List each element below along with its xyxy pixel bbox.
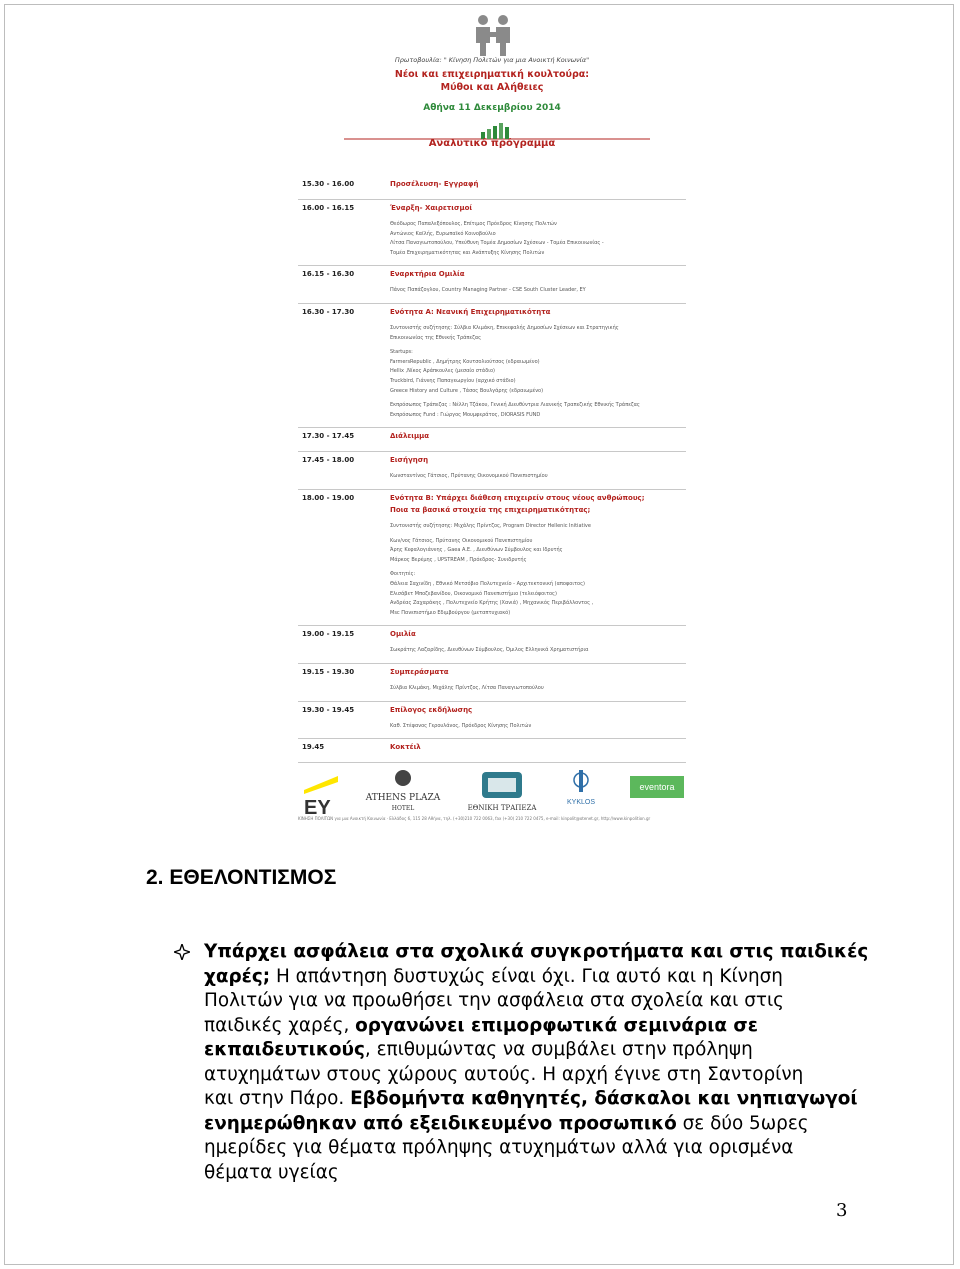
schedule-detail: Καθ. Στέφανος Γερουλάνος, Πρόεδρος Κίνησης Πολιτών — [390, 722, 532, 729]
schedule-title: Επίλογος εκδήλωσης — [390, 705, 473, 714]
schedule-separator — [298, 451, 686, 452]
schedule-detail: Hellix ,Νίκος Αράπκουλες (μεσαίο στάδιο) — [390, 368, 495, 375]
para-text: Υπάρχει ασφάλεια στα σχολικά συγκροτήματα και στις παιδικές — [204, 941, 869, 962]
schedule-time: 16.15 - 16.30 — [302, 270, 355, 279]
program-theme — [298, 68, 686, 94]
schedule-time: 19.30 - 19.45 — [302, 705, 355, 714]
schedule-separator — [298, 663, 686, 664]
schedule-title: Ενότητα Β: Υπάρχει διάθεση επιχειρείν στους νέους ανθρώπους; — [390, 494, 645, 502]
schedule-detail: Φοιτητές: — [390, 571, 416, 578]
schedule-time: 18.00 - 19.00 — [302, 494, 355, 502]
schedule-title: Έναρξη- Χαιρετισμοί — [390, 204, 473, 212]
schedule-detail: Συντονιστής συζήτησης: Μιχάλης Πρίντζος, Program Director Hellenic Initiative — [390, 523, 591, 529]
schedule-separator — [298, 489, 686, 490]
schedule-separator — [298, 762, 686, 763]
schedule-detail: Επικοινωνίας της Εθνικής Τράπεζας — [390, 334, 482, 341]
schedule-detail: Αντώνιος Καϊλής, Ευρωπαϊκό Κοινοβούλιο — [390, 230, 496, 237]
schedule-title: Κοκτέιλ — [390, 743, 421, 752]
schedule-title: Εναρκτήρια Ομιλία — [390, 270, 465, 279]
schedule-title-continued: Ποια τα βασικά στοιχεία της επιχειρηματικότητας; — [390, 506, 591, 514]
schedule-separator — [298, 427, 686, 428]
program-initiative: Πρωτοβουλία: " Κίνηση Πολιτών για μια Ανοικτή Κοινωνία" — [394, 56, 590, 64]
schedule-detail: Startups: — [390, 349, 413, 356]
para-text: Η απάντηση δυστυχώς είναι όχι. Για αυτό και η Κίνηση — [270, 965, 783, 987]
schedule-detail: Σωκράτης Λαζαρίδης, Διευθύνων Σύμβουλος, Όμιλος Ελληνικά Χρηματιστήρια — [390, 647, 589, 654]
schedule-detail: Κωνσταντίνος Γάτσιος, Πρύτανης Οικονομικού Πανεπιστημίου — [390, 473, 548, 480]
schedule-detail: Θεόδωρος Παπαλεξόπουλος, Επίτιμος Πρόεδρος Κίνησης Πολιτών — [390, 221, 557, 227]
para-text: σε δύο 5ωρες — [676, 1112, 809, 1134]
ey-logo-text: EY — [304, 797, 331, 818]
para-text: χαρές; — [204, 965, 271, 987]
para-text: Πολιτών για να προωθήσει την ασφάλεια στα σχολεία και στις — [204, 990, 784, 1011]
schedule-detail: Εκπρόσωπος Τράπεζας : Νέλλη Τζάκου, Γενική Διευθύντρια Λιανικής Τραπεζικής Εθνικής Τράπεζας — [390, 402, 640, 409]
schedule-time: 19.00 - 19.15 — [302, 630, 355, 639]
kyklos-logo-icon — [567, 770, 595, 806]
page-number: 3 — [836, 1200, 848, 1221]
para-text: οργανώνει επιμορφωτικά σεμινάρια σε — [355, 1014, 758, 1036]
schedule-separator — [298, 199, 686, 200]
schedule-detail: Msc Πανεπιστήμιο Εδιμβούργου (μεταπτυχιακό) — [390, 609, 511, 616]
schedule-detail: Λίτσα Παναγιωτοπούλου, Υπεύθυνη Τομέα Δημοσίων Σχέσεων - Τομέα Επικοινωνίας - — [390, 240, 604, 247]
schedule-detail: Κων/νος Γάτσιος, Πρύτανης Οικονομικού Πανεπιστημίου — [390, 537, 533, 544]
schedule-detail: Ανδρέας Ζαχαράκης , Πολυτεχνείο Κρήτης (Χανιά) , Μηχανικός Περιβάλλοντος , — [390, 600, 594, 607]
eventora-logo-icon — [630, 776, 684, 798]
kyklos-logo-text: KYKLOS — [566, 799, 596, 806]
ey-logo-icon — [304, 776, 338, 818]
schedule-title: Διάλειμμα — [390, 432, 430, 441]
schedule-separator — [298, 265, 686, 266]
program-title: Αναλυτικό πρόγραμμα — [428, 138, 556, 149]
program-image — [298, 8, 686, 834]
nbg-logo-icon — [468, 772, 538, 812]
schedule-separator — [298, 625, 686, 626]
diamond-bullet-icon — [174, 944, 190, 960]
para-text: ατυχημάτων στους χώρους αυτούς. Η αρχή έγινε στη Σαντορίνη — [204, 1063, 804, 1085]
schedule-detail: Πάνος Παπάζογλου, Country Managing Partner - CSE South Cluster Leader, EY — [390, 287, 586, 294]
schedule-separator — [298, 738, 686, 739]
schedule-title: Προσέλευση- Εγγραφή — [390, 180, 479, 188]
para-text: θέματα υγείας — [204, 1161, 339, 1183]
schedule-time: 17.30 - 17.45 — [302, 432, 355, 441]
schedule-title: Εισήγηση — [390, 456, 429, 465]
athens-plaza-text2: HOTEL — [391, 805, 415, 812]
program-date: Αθήνα 11 Δεκεμβρίου 2014 — [423, 103, 561, 113]
schedule-detail: Συντονιστής συζήτησης: Σύλβια Κλιμάκη, Επικεφαλής Δημοσίων Σχέσεων και Στρατηγικής — [390, 325, 619, 331]
program-theme-line2: Μύθοι και Αλήθειες — [440, 82, 544, 93]
para-text: , επιθυμώντας να συμβάλει στην πρόληψη — [364, 1039, 753, 1060]
para-text: και στην Πάρο. — [204, 1088, 351, 1109]
schedule-detail: Εκπρόσωπος Fund : Γιώργος Μουμφεράτος, DIORASIS FUND — [390, 411, 541, 418]
schedule-detail: Truckbird, Γιάννης Παπαγεωργίου (αρχικό στάδιο) — [390, 378, 516, 384]
schedule-time: 16.30 - 17.30 — [302, 308, 355, 316]
schedule-detail: Σύλβια Κλιμάκη, Μιχάλης Πρίντζος, Λίτσα Παναγιωτοπούλου — [390, 685, 544, 691]
schedule-detail: Μάρκος Βερέμης , UPSTREAM , Πρόεδρος- Συνιδρυτής — [390, 556, 527, 563]
sponsor-logos — [298, 768, 686, 818]
nbg-logo-text: ΕΘΝΙΚΗ ΤΡΑΠΕΖΑ — [467, 804, 537, 812]
athens-plaza-logo-icon — [365, 770, 441, 812]
schedule-detail: Άρης Κεφαλογιάννης , Gaea A.E. , Διευθύνων Σύμβουλος και Ιδρυτής — [390, 547, 563, 554]
para-text: παιδικές χαρές, — [204, 1014, 356, 1036]
schedule-time: 17.45 - 18.00 — [302, 456, 355, 465]
schedule-time: 16.00 - 16.15 — [302, 204, 355, 212]
eventora-logo-text: eventora — [639, 782, 675, 792]
para-text: Εβδομήντα καθηγητές, δάσκαλοι και νηπιαγωγοί — [350, 1088, 858, 1109]
schedule-separator — [298, 303, 686, 304]
schedule-time: 15.30 - 16.00 — [302, 180, 355, 188]
schedule-title: Ομιλία — [390, 630, 416, 639]
para-text: εκπαιδευτικούς — [204, 1039, 365, 1060]
schedule-detail: Greece History and Culture , Τάσος Βουλγάρης (εδραιωμένο) — [390, 387, 544, 394]
schedule-detail: Τομέα Επιχειρηματικότητας και Ανάπτυξης Κίνησης Πολιτών — [390, 249, 545, 256]
schedule-time: 19.15 - 19.30 — [302, 668, 355, 676]
schedule-detail: FarmersRepublic , Δημήτρης Κουτσολιούτσος (εδραιωμένο) — [390, 358, 540, 365]
schedule-title: Συμπεράσματα — [390, 668, 449, 676]
section-title: 2. ΕΘΕΛΟΝΤΙΣΜΟΣ — [146, 866, 337, 889]
kinisi-politon-logo-icon — [474, 14, 512, 56]
volunteering-paragraph — [204, 940, 869, 1185]
schedule-detail: Θάλεια Σαχινίδη , Εθνικό Μετσόβιο Πολυτεχνείο - Αρχιτεκτονική (αποφοιτος) — [390, 581, 585, 587]
schedule-title: Ενότητα Α: Νεανική Επιχειρηματικότητα — [390, 308, 551, 316]
para-text: ενημερώθηκαν από εξειδικευμένο προσωπικό — [204, 1112, 677, 1134]
schedule-detail: Ελισάβετ Μποζεβανίδου, Οικονομικό Πανεπιστήμιο (τελειόφοιτος) — [390, 590, 557, 597]
schedule-time: 19.45 — [302, 743, 325, 752]
athens-plaza-text1: ATHENS PLAZA — [365, 793, 441, 803]
para-text: ημερίδες για θέματα πρόληψης ατυχημάτων αλλά για ορισμένα — [204, 1137, 794, 1158]
schedule-separator — [298, 701, 686, 702]
program-theme-line1: Νέοι και επιχειρηματική κουλτούρα: — [394, 69, 590, 80]
program-footer: ΚΙΝΗΣΗ ΠΟΛΙΤΩΝ για μια Ανοικτή Κοινωνία · Ελλάδος 6, 115 28 Αθήνα, τηλ. (+30)210 722 0063, fax (+30) 210 722 0475, e-mail: kinpolit@otenet.gr, http://www.kinpolition.gr — [298, 816, 651, 821]
